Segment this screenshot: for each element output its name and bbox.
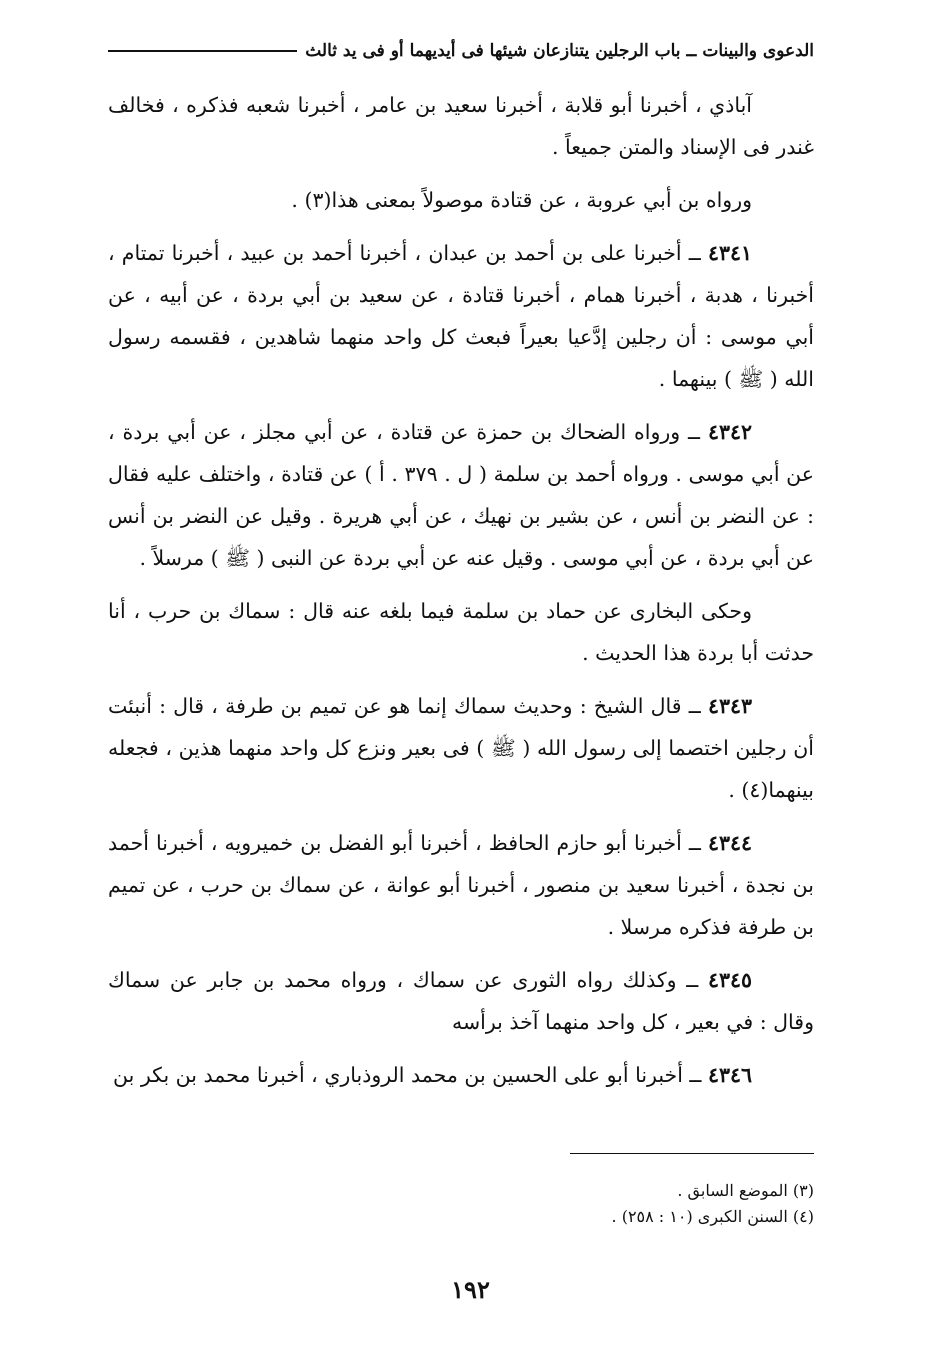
page-number: ١٩٢ bbox=[451, 1275, 490, 1304]
hadith-number: ٤٣٤٣ bbox=[707, 694, 752, 718]
paragraph: ورواه بن أبي عروبة ، عن قتادة موصولاً بمعنى هذا(٣) . bbox=[291, 188, 752, 212]
paragraph: وحكى البخارى عن حماد بن سلمة فيما بلغه عنه قال : سماك بن حرب ، أنا حدثت أبا بردة هذا الحديث . bbox=[108, 599, 814, 665]
hadith-4343: ٤٣٤٣ ــ قال الشيخ : وحديث سماك إنما هو عن تميم بن طرفة ، قال : أنبئت أن رجلين اختصما إلى رسول الله ( ﷺ ) فى بعير ونزع كل واحد منهما هذين ، فجعله بينهما(٤) . bbox=[108, 694, 814, 802]
hadith-4342: ٤٣٤٢ ــ ورواه الضحاك بن حمزة عن قتادة ، عن أبي مجلز ، عن أبي بردة ، عن أبي موسى . ورواه أحمد بن سلمة ( ل . ٣٧٩ . أ ) عن قتادة ، واختلف عليه فقال : عن النضر بن أنس ، عن بشير بن نهيك ، عن أبي هريرة . وقيل عن النضر بن أنس عن أبي بردة ، عن أبي موسى . وقيل عنه عن أبي بردة عن النبى ( ﷺ ) مرسلاً . bbox=[108, 420, 814, 570]
footnote-3: (٣) الموضع السابق . bbox=[677, 1181, 814, 1200]
hadith-number: ٤٣٤٥ bbox=[707, 968, 752, 992]
hadith-4346: ٤٣٤٦ ــ أخبرنا أبو على الحسين بن محمد الروذباري ، أخبرنا محمد بن بكر بن bbox=[113, 1063, 752, 1087]
hadith-4344: ٤٣٤٤ ــ أخبرنا أبو حازم الحافظ ، أخبرنا أبو الفضل بن خميرويه ، أخبرنا أحمد بن نجدة ، أخبرنا سعيد بن منصور ، أخبرنا أبو عوانة ، عن سماك بن حرب ، عن تميم بن طرفة فذكره مرسلا . bbox=[108, 831, 814, 939]
hadith-4341: ٤٣٤١ ــ أخبرنا على بن أحمد بن عبدان ، أخبرنا أحمد بن عبيد ، أخبرنا تمتام ، أخبرنا ، هدبة ، أخبرنا همام ، أخبرنا قتادة ، عن سعيد بن أبي بردة ، عن أبيه ، عن أبي موسى : أن رجلين إدَّعيا بعيراً فبعث كل واحد منهما شاهدين ، فقسمه رسول الله ( ﷺ ) بينهما . bbox=[108, 241, 814, 391]
running-header bbox=[108, 38, 814, 64]
header-rule bbox=[108, 50, 297, 52]
footnote-4: (٤) السنن الكبرى (١٠ : ٢٥٨) . bbox=[611, 1207, 814, 1226]
hadith-number: ٤٣٤٢ bbox=[707, 420, 752, 444]
main-text bbox=[108, 84, 814, 1096]
footnotes bbox=[108, 1178, 814, 1230]
hadith-4345: ٤٣٤٥ ــ وكذلك رواه الثورى عن سماك ، ورواه محمد بن جابر عن سماك وقال : في بعير ، كل واحد منهما آخذ برأسه bbox=[108, 968, 814, 1034]
paragraph: آباذي ، أخبرنا أبو قلابة ، أخبرنا سعيد بن عامر ، أخبرنا شعبه فذكره ، فخالف غندر فى الإسناد والمتن جميعاً . bbox=[108, 93, 814, 159]
hadith-number: ٤٣٤١ bbox=[707, 241, 752, 265]
running-title: الدعوى والبينات ــ باب الرجلين يتنازعان شيئها فى أيديهما أو فى يد ثالث bbox=[305, 41, 814, 61]
hadith-number: ٤٣٤٤ bbox=[707, 831, 752, 855]
footnote-separator bbox=[570, 1153, 814, 1154]
hadith-number: ٤٣٤٦ bbox=[707, 1063, 752, 1087]
